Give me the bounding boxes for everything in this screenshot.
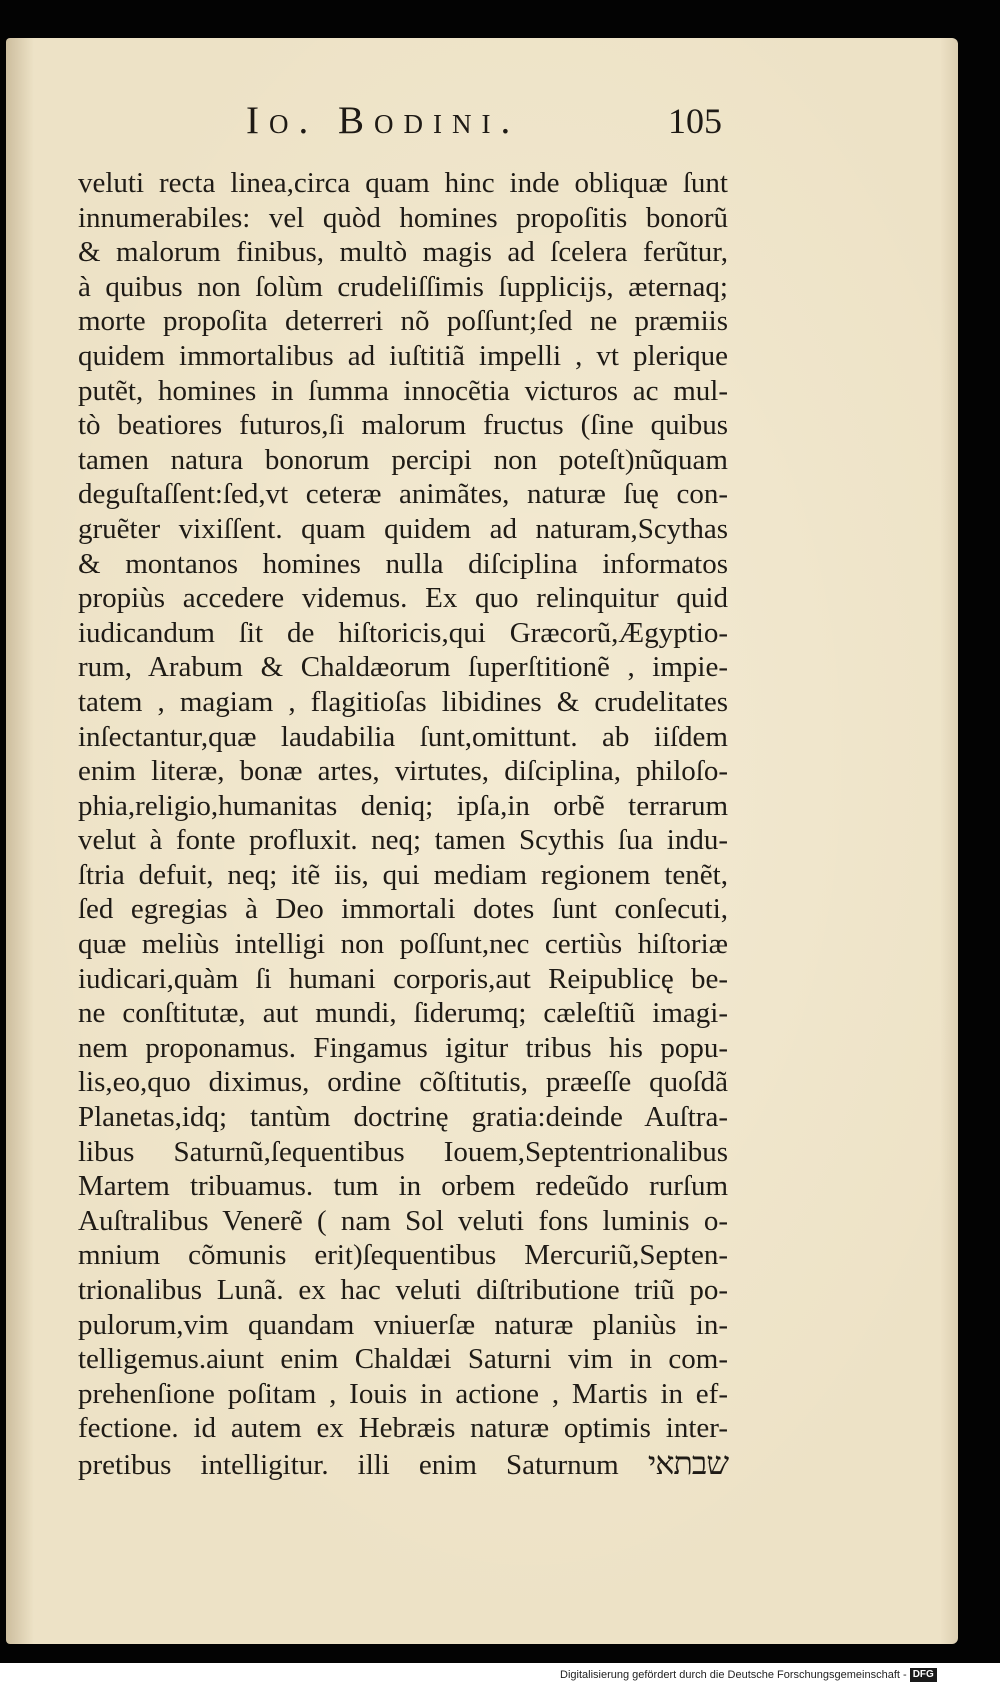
- text-line: inſectantur,quæ laudabilia ſunt,omittunt. ab iiſdem: [78, 720, 728, 753]
- dfg-logo: DFG: [910, 1668, 937, 1682]
- credit-text: Digitalisierung gefördert durch die Deutsche Forschungsgemeinschaft -: [560, 1669, 907, 1681]
- text-line: propiùs accedere videmus. Ex quo relinquitur quid: [78, 582, 728, 615]
- text-line: enim literæ, bonæ artes, virtutes, diſciplina, philoſo-: [78, 755, 728, 788]
- text-line: ſtria defuit, neq; itẽ iis, qui mediam regionem tenẽt,: [78, 858, 728, 891]
- text-line: Planetas,idq; tantùm doctrinę gratia:deinde Auſtra-: [78, 1101, 728, 1134]
- text-line: lis,eo,quo diximus, ordine cõſtitutis, præeſſe quoſdã: [78, 1066, 728, 1099]
- hebrew-word: שבתאי: [647, 1444, 728, 1481]
- last-line-latin: pretibus intelligitur. illi enim Saturnum: [78, 1448, 619, 1481]
- running-head: Io. Bodini.: [246, 99, 521, 142]
- text-line: Martem tribuamus. tum in orbem redeũdo rurſum: [78, 1170, 728, 1203]
- text-line: iudicandum ſit de hiſtoricis,qui Græcorũ,Ægyptio-: [78, 616, 728, 649]
- text-line: velut à fonte profluxit. neq; tamen Scythis ſua indu-: [78, 824, 728, 857]
- text-line: prehenſione poſitam , Iouis in actione , Martis in ef-: [78, 1377, 728, 1410]
- text-line: nem proponamus. Fingamus igitur tribus his popu-: [78, 1031, 728, 1064]
- page-header: [6, 98, 766, 158]
- text-line: iudicari,quàm ſi humani corporis,aut Reipublicę be-: [78, 962, 728, 995]
- text-line: mnium cõmunis erit)ſequentibus Mercuriũ,Septen-: [78, 1239, 728, 1272]
- text-line: pulorum,vim quandam vniuerſæ naturæ planiùs in-: [78, 1308, 728, 1341]
- text-line: fectione. id autem ex Hebræis naturæ optimis inter-: [78, 1412, 728, 1445]
- text-line: telligemus.aiunt enim Chaldæi Saturni vim in com-: [78, 1343, 728, 1376]
- book-page: [6, 38, 958, 1644]
- text-line: Auſtralibus Venerẽ ( nam Sol veluti fons luminis o-: [78, 1204, 728, 1237]
- page-number: 105: [668, 101, 722, 141]
- body-text: [78, 166, 728, 1481]
- text-line: quæ meliùs intelligi non poſſunt,nec certiùs hiſtoriæ: [78, 928, 728, 961]
- text-line: libus Saturnũ,ſequentibus Iouem,Septentrionalibus: [78, 1135, 728, 1168]
- text-line: phia,religio,humanitas deniq; ipſa,in orbẽ terrarum: [78, 789, 728, 822]
- text-line: deguſtaſſent:ſed,vt ceteræ animãtes, naturæ ſuę con-: [78, 478, 728, 511]
- text-line: quidem immortalibus ad iuſtitiã impelli , vt plerique: [78, 339, 728, 372]
- text-line: ſed egregias à Deo immortali dotes ſunt conſecuti,: [78, 893, 728, 926]
- text-line: & montanos homines nulla diſciplina informatos: [78, 547, 728, 580]
- text-line: ne conſtitutæ, aut mundi, ſiderumq; cæleſtiũ imagi-: [78, 997, 728, 1030]
- text-line: trionalibus Lunã. ex hac veluti diſtributione triũ po-: [78, 1274, 728, 1306]
- text-line: tamen natura bonorum percipi non poteſt)nũquam: [78, 443, 728, 476]
- text-line: morte propoſita deterreri nõ poſſunt;ſed ne præmiis: [78, 305, 728, 338]
- text-line: putẽt, homines in ſumma innocẽtia victuros ac mul-: [78, 374, 728, 407]
- text-line: & malorum finibus, multò magis ad ſcelera ferũtur,: [78, 236, 728, 269]
- text-line: gruẽter vixiſſent. quam quidem ad naturam,Scythas: [78, 512, 728, 545]
- digitization-credit: [560, 1666, 1000, 1685]
- text-line: innumerabiles: vel quòd homines propoſitis bonorũ: [78, 201, 728, 234]
- text-line: tatem , magiam , flagitioſas libidines & crudelitates: [78, 685, 728, 718]
- text-line: à quibus non ſolùm crudeliſſimis ſupplicijs, æternaq;: [78, 270, 728, 303]
- text-line: veluti recta linea,circa quam hinc inde obliquæ ſunt: [78, 167, 728, 199]
- text-line: tò beatiores futuros,ſi malorum fructus (ſine quibus: [78, 409, 728, 442]
- text-line: rum, Arabum & Chaldæorum ſuperſtitionẽ , impie-: [78, 651, 728, 684]
- text-line-last: [78, 1446, 728, 1481]
